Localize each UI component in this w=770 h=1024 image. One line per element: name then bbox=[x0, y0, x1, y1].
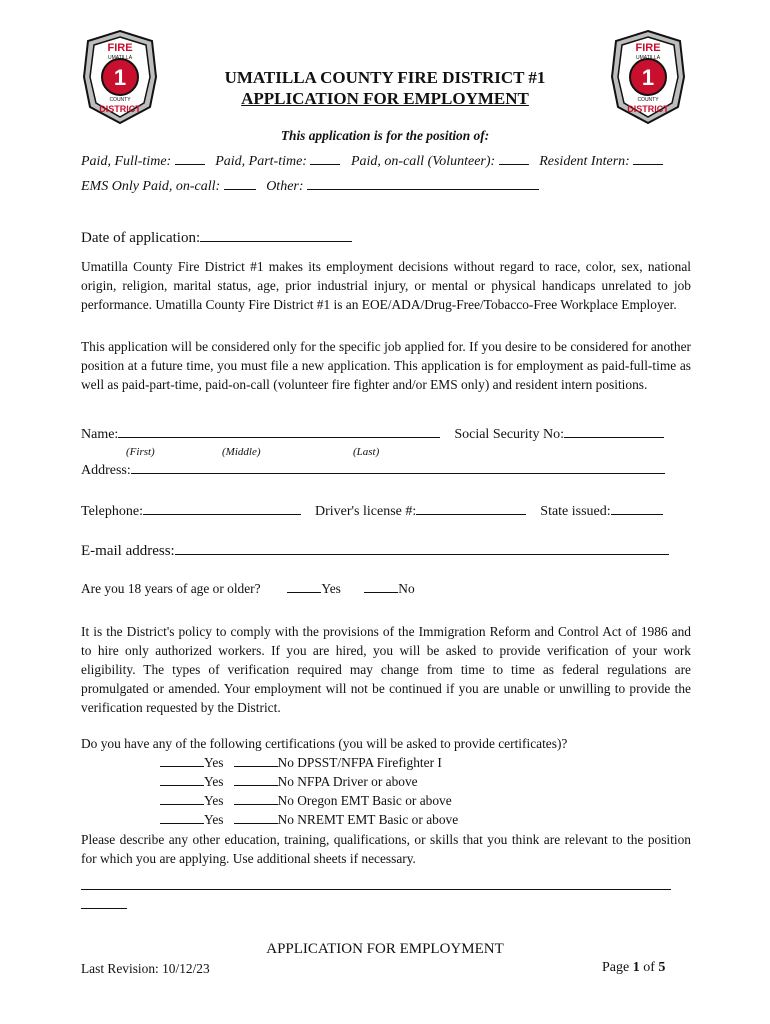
page-of: of bbox=[639, 960, 659, 975]
subtitle-text: APPLICATION FOR EMPLOYMENT bbox=[241, 89, 529, 108]
cert-item: No NFPA Driver or above bbox=[277, 774, 418, 789]
cert-row bbox=[160, 812, 458, 828]
document-title: UMATILLA COUNTY FIRE DISTRICT #1 bbox=[224, 68, 546, 87]
cert-yes-label: Yes bbox=[204, 755, 224, 770]
cert-row bbox=[160, 774, 418, 790]
fulltime-blank[interactable] bbox=[175, 163, 205, 165]
first-caption: (First) bbox=[126, 446, 155, 458]
oncall-label: Paid, on-call (Volunteer): bbox=[350, 154, 496, 169]
email-blank[interactable] bbox=[175, 553, 669, 555]
cert-no-blank[interactable] bbox=[234, 822, 278, 824]
page-prefix: Page bbox=[602, 960, 633, 975]
date-row bbox=[81, 230, 352, 247]
parttime-label: Paid, Part-time: bbox=[215, 154, 307, 169]
middle-caption: (Middle) bbox=[222, 446, 261, 458]
age-yes-label: Yes bbox=[321, 581, 341, 596]
svg-text:UMATILLA: UMATILLA bbox=[635, 55, 661, 61]
date-label: Date of application: bbox=[81, 230, 201, 246]
svg-text:1: 1 bbox=[113, 65, 127, 90]
age-no-blank[interactable] bbox=[364, 591, 398, 593]
drivers-license-blank[interactable] bbox=[416, 513, 526, 515]
cert-row bbox=[160, 793, 452, 809]
cert-no-blank[interactable] bbox=[234, 803, 278, 805]
date-blank[interactable] bbox=[200, 240, 352, 242]
svg-text:COUNTY: COUNTY bbox=[109, 97, 131, 103]
other-blank[interactable] bbox=[307, 188, 539, 190]
cert-yes-blank[interactable] bbox=[160, 822, 204, 824]
intern-label: Resident Intern: bbox=[539, 154, 630, 169]
svg-text:COUNTY: COUNTY bbox=[637, 97, 659, 103]
parttime-blank[interactable] bbox=[310, 163, 340, 165]
last-caption: (Last) bbox=[353, 446, 380, 458]
ems-label: EMS Only Paid, on-call: bbox=[81, 179, 221, 194]
document-subtitle bbox=[0, 89, 770, 109]
ssn-blank[interactable] bbox=[564, 436, 664, 438]
svg-text:FIRE: FIRE bbox=[107, 42, 133, 54]
ssn-label: Social Security No: bbox=[454, 427, 564, 442]
age-yes-blank[interactable] bbox=[287, 591, 321, 593]
state-issued-blank[interactable] bbox=[611, 513, 663, 515]
age-no-label: No bbox=[398, 581, 415, 596]
position-heading: This application is for the position of: bbox=[280, 128, 490, 143]
address-blank[interactable] bbox=[131, 472, 665, 474]
telephone-label: Telephone: bbox=[81, 504, 143, 519]
immigration-paragraph: It is the District's policy to comply with the provisions of the Immigration Reform and Control Act of 1986 and to hire only authorized workers. If you are hired, you will be asked to provide verification of your work eligibility. The types of verification required may change from time to time as federal regulations are promulgated or amended. Your employment will not be continued if you are unable or unwilling to provide the verification requested by the District. bbox=[81, 624, 691, 715]
cert-yes-blank[interactable] bbox=[160, 765, 204, 767]
cert-yes-blank[interactable] bbox=[160, 803, 204, 805]
describe-line-1[interactable] bbox=[81, 889, 671, 890]
oncall-blank[interactable] bbox=[499, 163, 529, 165]
position-row-2 bbox=[81, 179, 539, 195]
svg-text:FIRE: FIRE bbox=[635, 42, 661, 54]
describe-line-2[interactable] bbox=[81, 908, 127, 909]
cert-row bbox=[160, 755, 442, 771]
svg-text:1: 1 bbox=[641, 65, 655, 90]
name-row bbox=[81, 427, 664, 443]
telephone-blank[interactable] bbox=[143, 513, 301, 515]
describe-paragraph: Please describe any other education, training, qualifications, or skills that you think are relevant to the position for which you are applying. Use additional sheets if necessary. bbox=[81, 832, 691, 866]
cert-no-blank[interactable] bbox=[234, 765, 278, 767]
cert-no-blank[interactable] bbox=[234, 784, 278, 786]
cert-yes-label: Yes bbox=[204, 774, 224, 789]
page-current: 1 bbox=[632, 960, 640, 975]
certifications-question: Do you have any of the following certifications (you will be asked to provide certificates)? bbox=[81, 736, 568, 751]
age-question: Are you 18 years of age or older? bbox=[81, 581, 261, 596]
footer-title: APPLICATION FOR EMPLOYMENT bbox=[266, 941, 504, 957]
address-label: Address: bbox=[81, 463, 131, 478]
cert-item: No Oregon EMT Basic or above bbox=[277, 793, 452, 808]
fulltime-label: Paid, Full-time: bbox=[81, 154, 172, 169]
eoe-paragraph: Umatilla County Fire District #1 makes its employment decisions without regard to race, color, sex, national origin, religion, marital status, age, prior industrial injury, or mental or physical handicaps unrelated to job performance. Umatilla County Fire District #1 is an EOE/ADA/Drug-Free/Tobacco-Free Workplace Employer. bbox=[81, 259, 691, 312]
last-revision: Last Revision: 10/12/23 bbox=[81, 961, 210, 976]
age-row bbox=[81, 581, 415, 597]
name-label: Name: bbox=[81, 427, 119, 442]
drivers-license-label: Driver's license #: bbox=[315, 504, 417, 519]
name-blank[interactable] bbox=[118, 436, 440, 438]
page-total: 5 bbox=[658, 960, 666, 975]
state-issued-label: State issued: bbox=[540, 504, 611, 519]
telephone-row bbox=[81, 504, 663, 520]
other-label: Other: bbox=[266, 179, 304, 194]
page-number bbox=[602, 960, 665, 976]
email-row bbox=[81, 543, 669, 560]
position-row-1 bbox=[81, 154, 663, 170]
svg-text:DISTRICT: DISTRICT bbox=[627, 104, 669, 114]
address-row bbox=[81, 463, 665, 479]
cert-yes-blank[interactable] bbox=[160, 784, 204, 786]
svg-text:DISTRICT: DISTRICT bbox=[99, 104, 141, 114]
cert-item: No DPSST/NFPA Firefighter I bbox=[277, 755, 442, 770]
svg-text:UMATILLA: UMATILLA bbox=[107, 55, 133, 61]
ems-blank[interactable] bbox=[224, 188, 256, 190]
cert-item: No NREMT EMT Basic or above bbox=[277, 812, 459, 827]
intern-blank[interactable] bbox=[633, 163, 663, 165]
email-label: E-mail address: bbox=[81, 543, 175, 559]
cert-yes-label: Yes bbox=[204, 793, 224, 808]
consideration-paragraph: This application will be considered only for the specific job applied for. If you desire to be considered for another position at a future time, you must file a new application. This application is for employment as paid-full-time as well as paid-part-time, paid-on-call (volunteer fire fighter and/or EMS only) and resident intern positions. bbox=[81, 339, 691, 392]
cert-yes-label: Yes bbox=[204, 812, 224, 827]
